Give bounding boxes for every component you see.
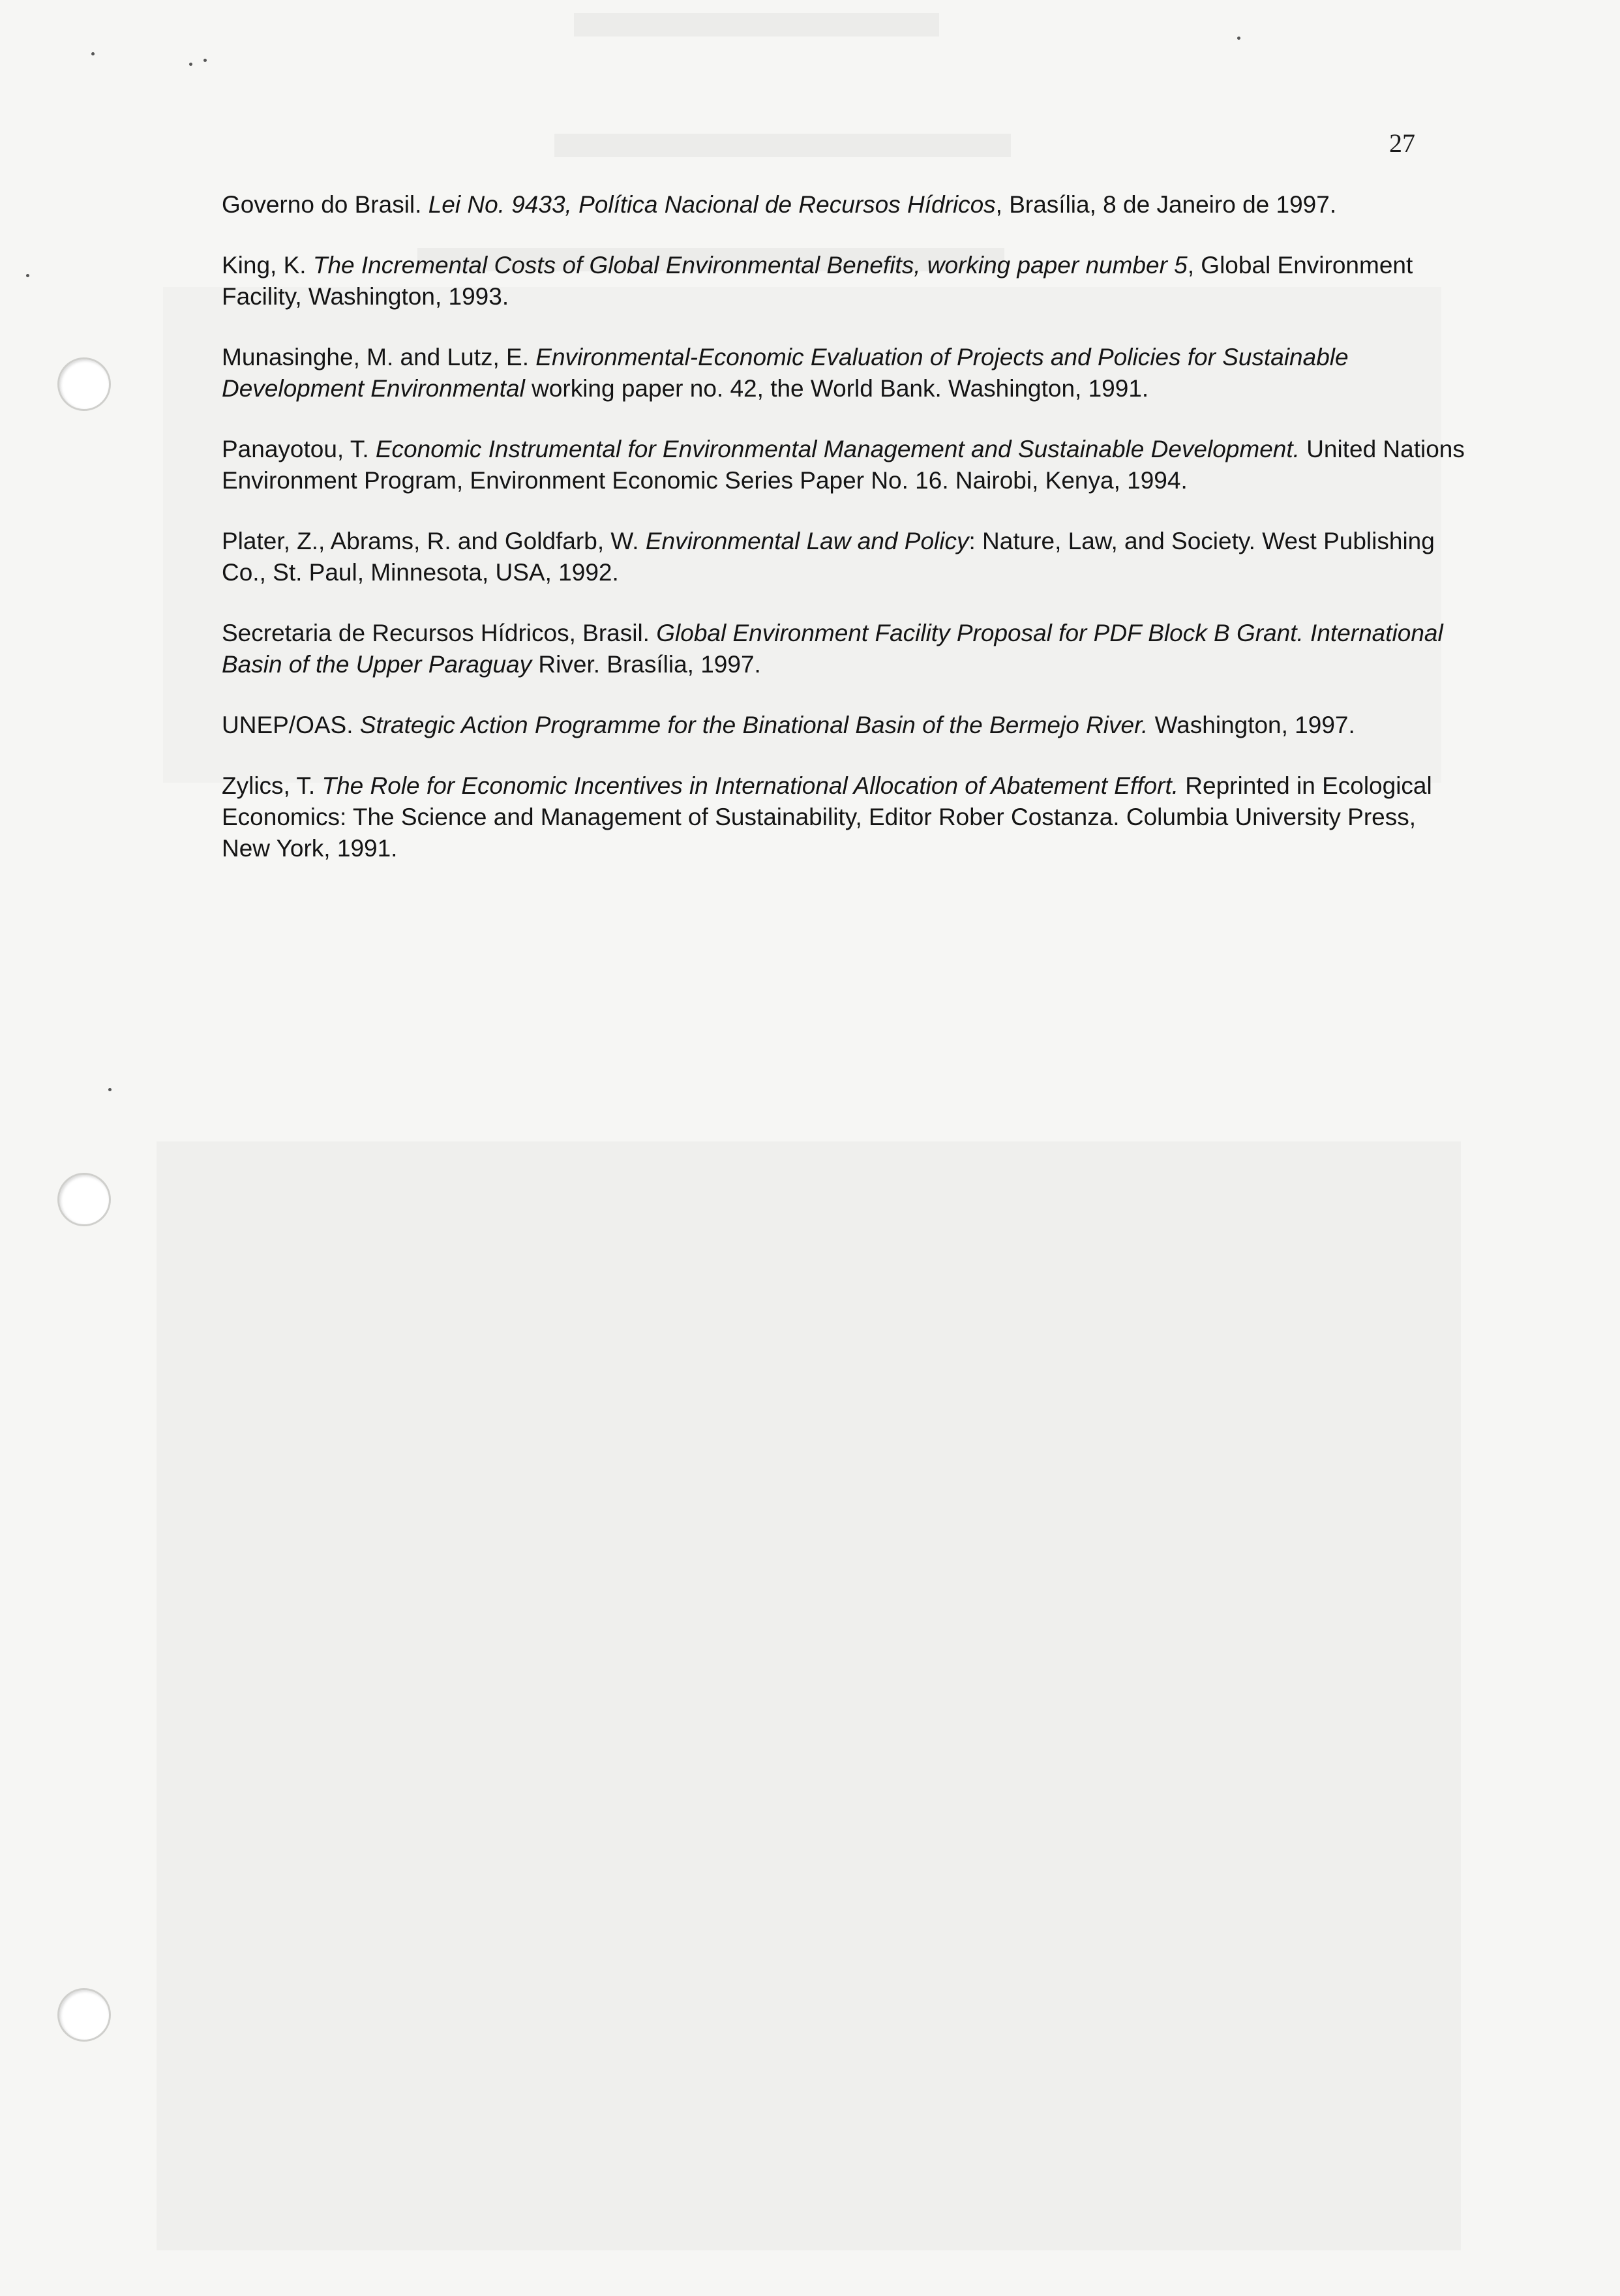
reference-text: United Nations Environment Program, Environment Economic Series Paper No. 16. Nairobi, Kenya, 1994. xyxy=(222,436,1465,494)
page-number: 27 xyxy=(1389,128,1415,158)
punch-hole xyxy=(57,1988,111,2042)
speck xyxy=(189,63,192,66)
reference-text: Panayotou, T. xyxy=(222,436,376,462)
reference-text: , Brasília, 8 de Janeiro de 1997. xyxy=(995,191,1337,218)
reference-entry xyxy=(222,250,1466,312)
show-through-bar xyxy=(554,134,1011,157)
reference-text: UNEP/OAS. xyxy=(222,712,360,738)
speck xyxy=(91,52,95,55)
reference-text: River. Brasília, 1997. xyxy=(532,651,761,678)
reference-entry xyxy=(222,526,1466,588)
reference-entry xyxy=(222,342,1466,404)
reference-title: Strategic Action Programme for the Binational Basin of the Bermejo River. xyxy=(359,712,1148,738)
reference-text: Governo do Brasil. xyxy=(222,191,428,218)
reference-entry xyxy=(222,189,1466,220)
reference-text: Zylics, T. xyxy=(222,772,322,799)
reference-entry xyxy=(222,618,1466,680)
reference-text: King, K. xyxy=(222,252,313,279)
reference-entry xyxy=(222,710,1466,741)
reference-text: Washington, 1997. xyxy=(1148,712,1355,738)
reference-text: Plater, Z., Abrams, R. and Goldfarb, W. xyxy=(222,528,646,554)
reference-title: Environmental Law and Policy xyxy=(645,528,969,554)
speck xyxy=(108,1088,112,1091)
speck xyxy=(203,59,207,62)
reference-text: Secretaria de Recursos Hídricos, Brasil. xyxy=(222,620,657,646)
reference-title: Lei No. 9433, Política Nacional de Recursos Hídricos xyxy=(428,191,996,218)
punch-hole xyxy=(57,1173,111,1226)
show-through-bar xyxy=(157,1141,1461,2250)
reference-entry xyxy=(222,770,1466,864)
punch-hole xyxy=(57,357,111,411)
reference-text: Reprinted in Ecological Economics: The Science and Management of Sustainability, Editor Rober Costanza. Columbia University Press, New York, 1991. xyxy=(222,772,1432,862)
reference-title: Economic Instrumental for Environmental Management and Sustainable Development. xyxy=(375,436,1300,462)
reference-title: Global Environment Facility Proposal for PDF Block B Grant. International Basin of the Upper Paraguay xyxy=(222,620,1443,678)
reference-entry xyxy=(222,434,1466,496)
reference-text: Munasinghe, M. and Lutz, E. xyxy=(222,344,536,370)
reference-title: The Incremental Costs of Global Environmental Benefits, working paper number 5 xyxy=(312,252,1188,279)
reference-title: Environmental-Economic Evaluation of Projects and Policies for Sustainable Development Environmental xyxy=(222,344,1349,402)
reference-title: The Role for Economic Incentives in International Allocation of Abatement Effort. xyxy=(322,772,1178,799)
speck xyxy=(1237,37,1240,40)
reference-text: : Nature, Law, and Society. West Publishing Co., St. Paul, Minnesota, USA, 1992. xyxy=(222,528,1435,586)
reference-list xyxy=(222,189,1466,894)
reference-text: working paper no. 42, the World Bank. Washington, 1991. xyxy=(524,375,1149,402)
speck xyxy=(26,274,29,277)
reference-text: , Global Environment Facility, Washington, 1993. xyxy=(222,252,1413,310)
show-through-bar xyxy=(574,13,939,37)
